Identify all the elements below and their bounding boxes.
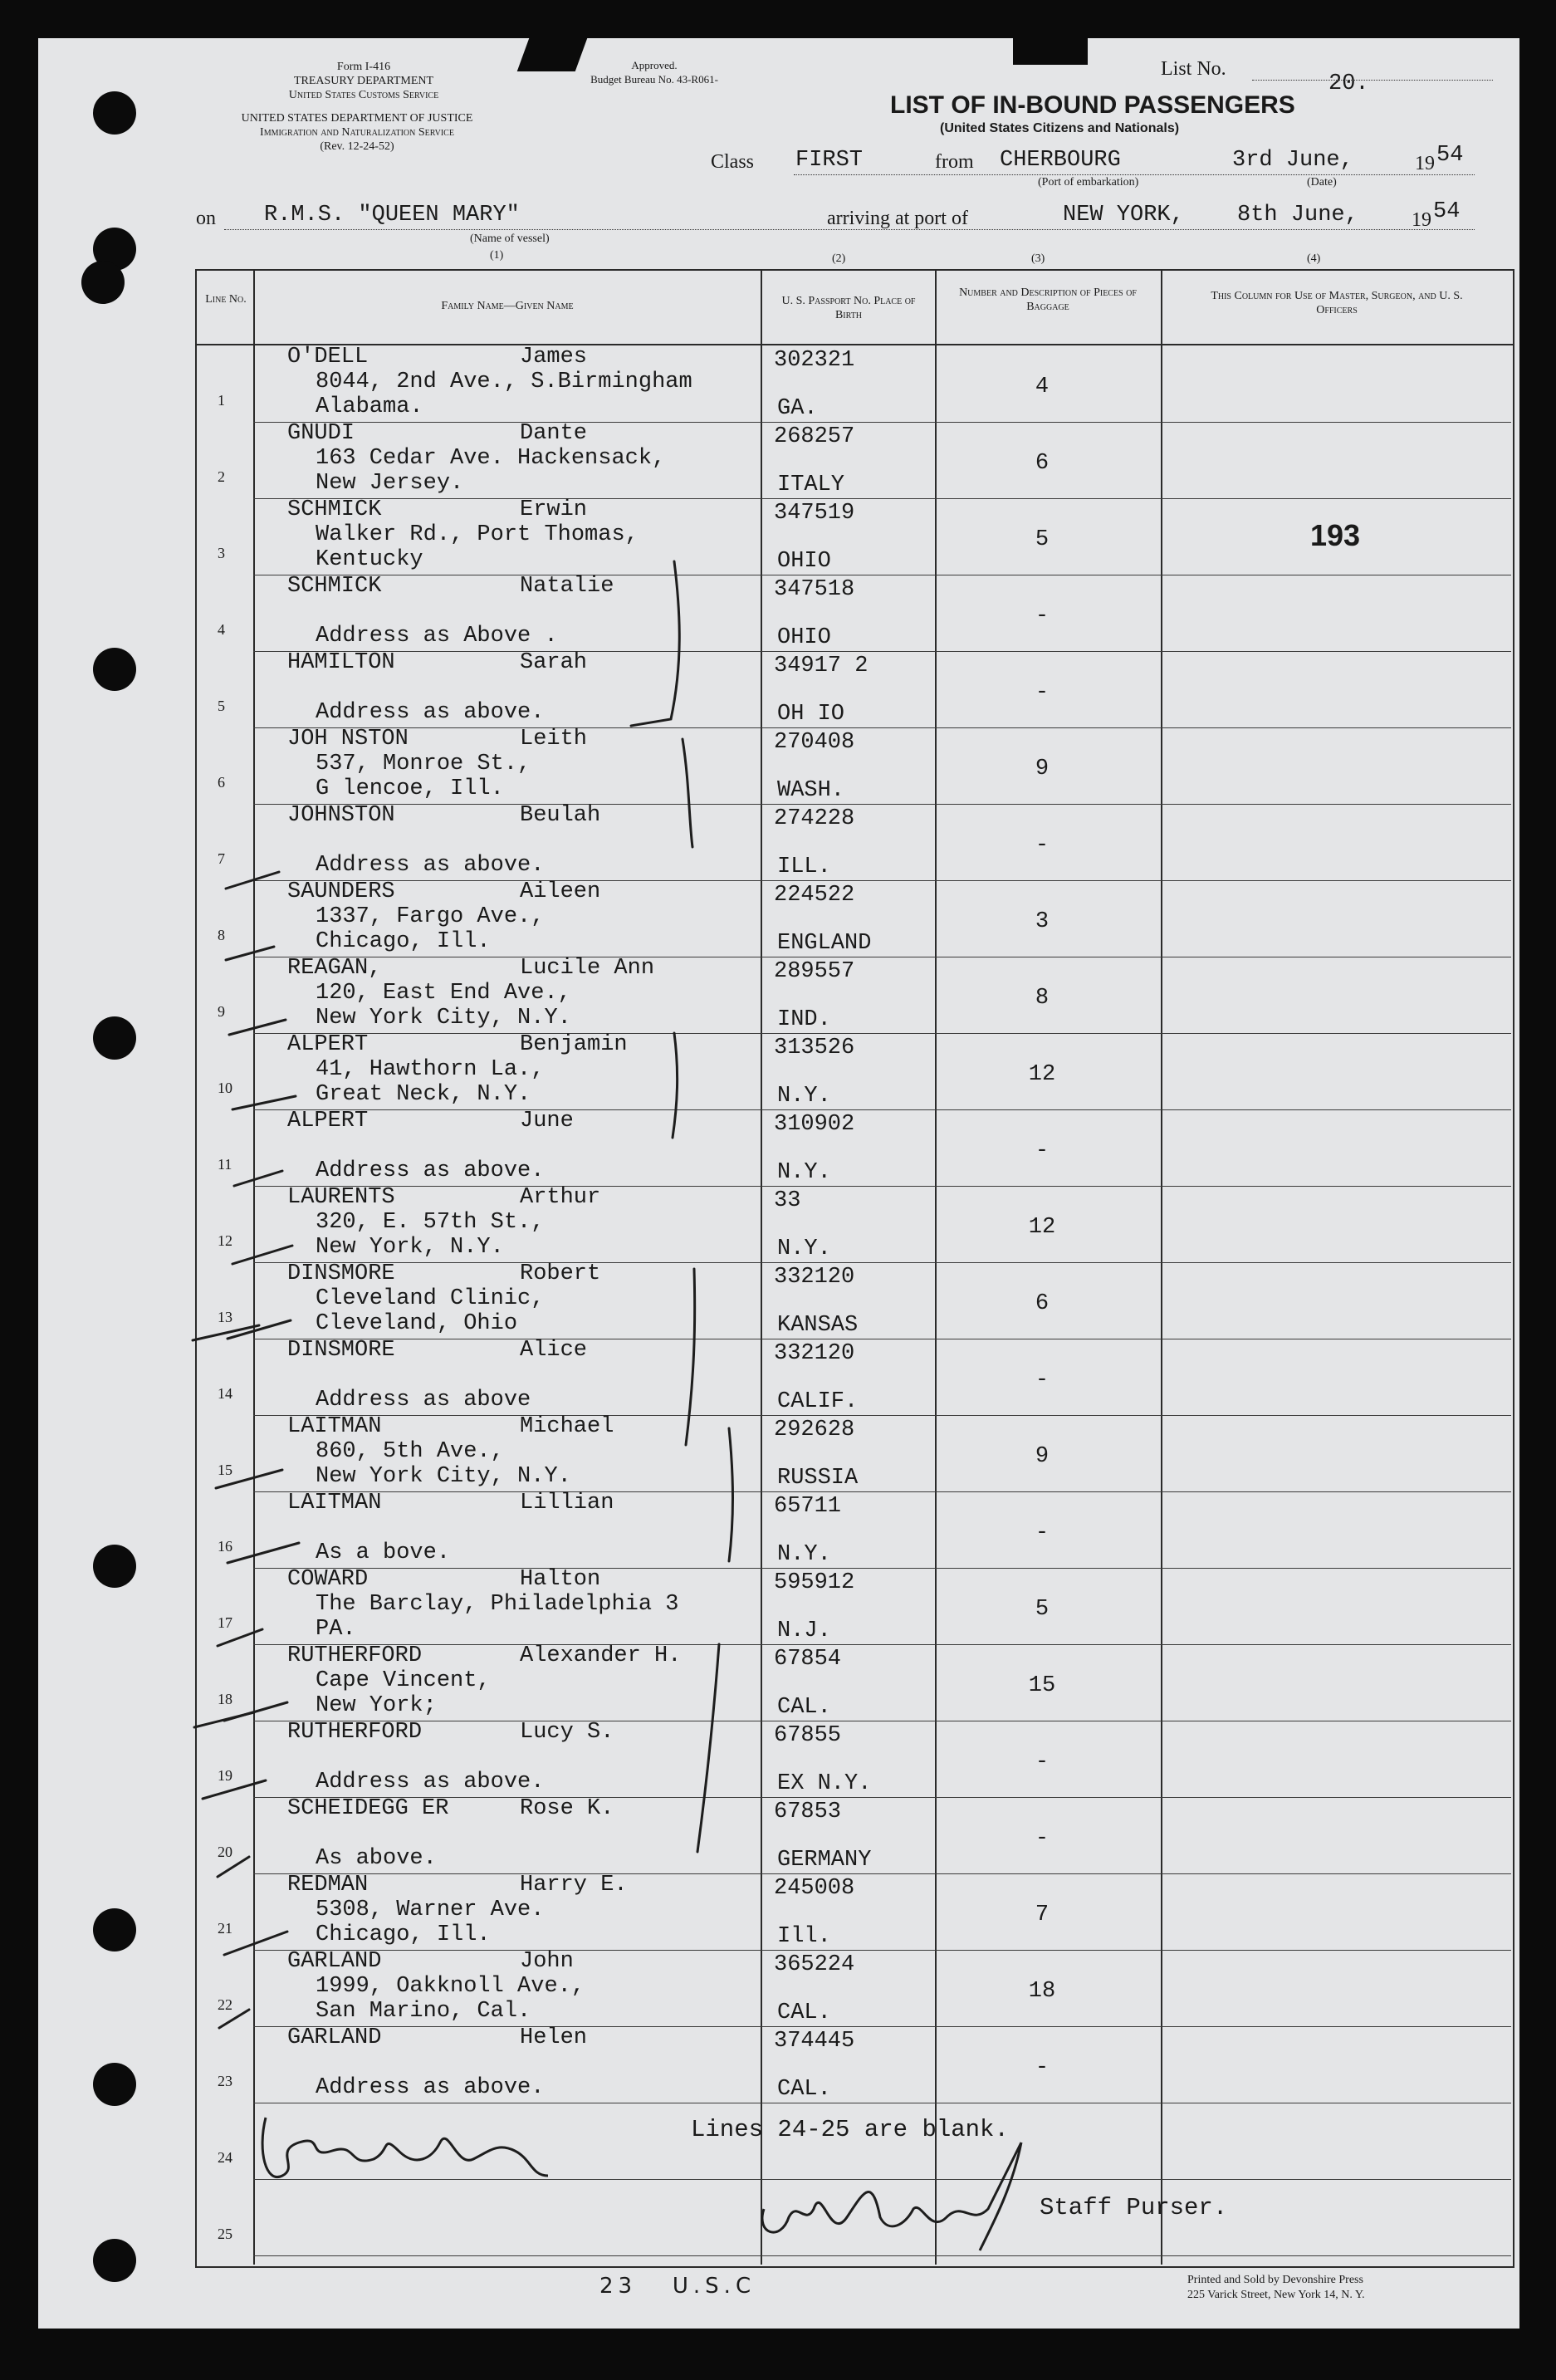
baggage-count: - bbox=[1035, 1750, 1050, 1775]
purser-label: Staff Purser. bbox=[1040, 2194, 1228, 2221]
address-line-1: 1337, Fargo Ave., bbox=[316, 904, 545, 929]
address-line-2: Kentucky bbox=[316, 547, 423, 572]
place-of-birth: CALIF. bbox=[777, 1389, 859, 1414]
address-line-2: Chicago, Ill. bbox=[316, 929, 491, 954]
address-line-2: New York; bbox=[316, 1693, 437, 1718]
given-name: Halton bbox=[520, 1567, 601, 1592]
vessel-line-underline bbox=[224, 229, 1475, 230]
col-number-1: (1) bbox=[490, 249, 504, 262]
address-line-1: 860, 5th Ave., bbox=[316, 1439, 504, 1464]
place-of-birth: OHIO bbox=[777, 549, 831, 574]
class-label: Class bbox=[711, 151, 755, 173]
address-line-1: 163 Cedar Ave. Hackensack, bbox=[316, 446, 666, 471]
given-name: John bbox=[520, 1949, 574, 1974]
passport-number: 332120 bbox=[774, 1265, 855, 1290]
address-line-2: New York City, N.Y. bbox=[316, 1464, 571, 1489]
vessel-name: R.M.S. "QUEEN MARY" bbox=[264, 203, 520, 228]
line-number: 20 bbox=[218, 1844, 232, 1860]
line-number: 25 bbox=[218, 2226, 232, 2242]
place-of-birth: N.J. bbox=[777, 1618, 831, 1643]
column-divider bbox=[761, 269, 762, 2265]
punch-hole bbox=[93, 2063, 136, 2106]
address-line-1: 120, East End Ave., bbox=[316, 981, 571, 1006]
row-divider bbox=[253, 1568, 1511, 1569]
baggage-count: 12 bbox=[1028, 1215, 1056, 1240]
passport-number: 365224 bbox=[774, 1952, 855, 1977]
column-divider bbox=[253, 269, 255, 2265]
line-number: 2 bbox=[218, 468, 225, 485]
document-subtitle: (United States Citizens and Nationals) bbox=[940, 121, 1180, 135]
address-line-2: New York City, N.Y. bbox=[316, 1006, 571, 1031]
address-line-2: San Marino, Cal. bbox=[316, 1999, 531, 2024]
baggage-count: 3 bbox=[1035, 909, 1050, 934]
address-line-2: PA. bbox=[316, 1617, 356, 1642]
passport-number: 34917 2 bbox=[774, 654, 869, 678]
given-name: Robert bbox=[520, 1261, 601, 1286]
baggage-count: - bbox=[1035, 604, 1050, 629]
address-line-2: Address as above. bbox=[316, 1770, 545, 1795]
address-line-2: Address as above. bbox=[316, 2075, 545, 2100]
line-number: 18 bbox=[218, 1691, 232, 1707]
list-no-label: List No. bbox=[1161, 58, 1226, 80]
baggage-count: 6 bbox=[1035, 1291, 1050, 1316]
family-name: ALPERT bbox=[287, 1032, 369, 1057]
punch-hole bbox=[93, 91, 136, 135]
passport-number: 347518 bbox=[774, 577, 855, 602]
family-name: SAUNDERS bbox=[287, 879, 395, 904]
place-of-birth: ITALY bbox=[777, 473, 845, 497]
row-divider bbox=[253, 2026, 1511, 2027]
place-of-birth: N.Y. bbox=[777, 1542, 831, 1567]
baggage-count: 7 bbox=[1035, 1903, 1050, 1927]
line-number: 9 bbox=[218, 1003, 225, 1020]
place-of-birth: N.Y. bbox=[777, 1084, 831, 1109]
bottom-handwriting: 23 U.S.C bbox=[599, 2274, 756, 2299]
on-label: on bbox=[196, 208, 216, 229]
family-name: JOHNSTON bbox=[287, 803, 395, 828]
baggage-count: 18 bbox=[1028, 1979, 1056, 2004]
family-name: LAITMAN bbox=[287, 1491, 382, 1516]
passport-number: 268257 bbox=[774, 424, 855, 449]
family-name: GARLAND bbox=[287, 2025, 382, 2050]
passport-number: 289557 bbox=[774, 959, 855, 984]
baggage-count: - bbox=[1035, 2055, 1050, 2080]
place-of-birth: KANSAS bbox=[777, 1313, 859, 1338]
place-of-birth: ILL. bbox=[777, 855, 831, 879]
place-of-birth: GA. bbox=[777, 396, 818, 421]
column-divider bbox=[935, 269, 937, 2265]
baggage-count: 5 bbox=[1035, 1597, 1050, 1622]
family-name: GARLAND bbox=[287, 1949, 382, 1974]
place-of-birth: OH IO bbox=[777, 702, 845, 727]
family-name: RUTHERFORD bbox=[287, 1643, 423, 1668]
column-divider bbox=[1161, 269, 1162, 2265]
place-of-birth: CAL. bbox=[777, 2077, 831, 2102]
passport-number: 65711 bbox=[774, 1494, 842, 1519]
col-header-baggage: Number and Description of Pieces of Baggage bbox=[959, 286, 1137, 313]
baggage-count: 12 bbox=[1028, 1062, 1056, 1087]
passport-number: 274228 bbox=[774, 806, 855, 831]
arriving-label: arriving at port of bbox=[827, 208, 968, 229]
budget-approval bbox=[555, 58, 754, 86]
family-name: O'DELL bbox=[287, 345, 369, 370]
passport-number: 33 bbox=[774, 1188, 801, 1213]
vessel-caption: (Name of vessel) bbox=[470, 233, 550, 245]
punch-hole bbox=[93, 2239, 136, 2282]
line-number: 15 bbox=[218, 1462, 232, 1478]
line-number: 8 bbox=[218, 927, 225, 943]
revision-date: (Rev. 12-24-52) bbox=[320, 140, 394, 153]
address-line-2: Address as above. bbox=[316, 700, 545, 725]
address-line-1: 537, Monroe St., bbox=[316, 752, 531, 776]
baggage-count: - bbox=[1035, 680, 1050, 705]
given-name: Aileen bbox=[520, 879, 601, 904]
punch-hole bbox=[93, 1545, 136, 1588]
given-name: Lillian bbox=[520, 1491, 614, 1516]
header-rule bbox=[195, 344, 1513, 345]
line-number: 1 bbox=[218, 392, 225, 409]
col-header-passport: U. S. Passport No. Place of Birth bbox=[781, 295, 916, 321]
departure-date: 3rd June, bbox=[1232, 148, 1353, 173]
family-name: REAGAN, bbox=[287, 956, 382, 981]
line-number: 6 bbox=[218, 774, 225, 791]
address-line-2: Alabama. bbox=[316, 394, 423, 419]
line-number: 14 bbox=[218, 1385, 232, 1402]
family-name: GNUDI bbox=[287, 421, 355, 446]
departure-year-prefix: 19 bbox=[1415, 153, 1435, 174]
place-of-birth: N.Y. bbox=[777, 1237, 831, 1261]
baggage-count: 6 bbox=[1035, 451, 1050, 476]
passport-number: 302321 bbox=[774, 348, 855, 373]
line-number: 3 bbox=[218, 545, 225, 561]
family-name: DINSMORE bbox=[287, 1261, 395, 1286]
line-number: 12 bbox=[218, 1232, 232, 1249]
approved-label: Approved. bbox=[631, 59, 678, 71]
line-number: 23 bbox=[218, 2073, 232, 2089]
passport-number: 224522 bbox=[774, 883, 855, 908]
family-name: LAURENTS bbox=[287, 1185, 395, 1210]
passport-number: 595912 bbox=[774, 1570, 855, 1595]
family-name: DINSMORE bbox=[287, 1338, 395, 1363]
arrival-port: NEW YORK, bbox=[1063, 203, 1184, 228]
given-name: Michael bbox=[520, 1414, 614, 1439]
passport-number: 313526 bbox=[774, 1036, 855, 1060]
family-name: SCHMICK bbox=[287, 497, 382, 522]
budget-bureau: Budget Bureau No. 43-R061- bbox=[590, 73, 718, 86]
passport-number: 347519 bbox=[774, 501, 855, 526]
baggage-count: 8 bbox=[1035, 986, 1050, 1011]
given-name: Natalie bbox=[520, 574, 614, 599]
address-line-1: Cape Vincent, bbox=[316, 1668, 491, 1693]
line-number: 19 bbox=[218, 1767, 232, 1784]
line-number: 17 bbox=[218, 1614, 232, 1631]
line-number: 13 bbox=[218, 1309, 232, 1325]
given-name: Helen bbox=[520, 2025, 588, 2050]
address-line-1: Walker Rd., Port Thomas, bbox=[316, 522, 639, 547]
form-header-justice bbox=[191, 111, 523, 154]
punch-hole bbox=[93, 648, 136, 691]
treasury-department: TREASURY DEPARTMENT bbox=[293, 75, 434, 87]
row-divider bbox=[253, 1950, 1511, 1951]
printer-line-2: 225 Varick Street, New York 14, N. Y. bbox=[1187, 2289, 1365, 2301]
given-name: Beulah bbox=[520, 803, 601, 828]
given-name: Arthur bbox=[520, 1185, 601, 1210]
place-of-birth: CAL. bbox=[777, 1695, 831, 1720]
col-header-officers: This Column for Use of Master, Surgeon, and U. S. Officers bbox=[1211, 290, 1463, 316]
passport-number: 67854 bbox=[774, 1647, 842, 1672]
passport-number: 67855 bbox=[774, 1723, 842, 1748]
passport-number: 245008 bbox=[774, 1876, 855, 1901]
place-of-birth: N.Y. bbox=[777, 1160, 831, 1185]
left-signature bbox=[249, 2101, 581, 2201]
baggage-count: - bbox=[1035, 833, 1050, 858]
row-divider bbox=[253, 880, 1511, 881]
baggage-count: 15 bbox=[1028, 1673, 1056, 1698]
given-name: Leith bbox=[520, 727, 588, 752]
col-number-3: (3) bbox=[1031, 252, 1045, 265]
baggage-count: 9 bbox=[1035, 1444, 1050, 1469]
address-line-2: Great Neck, N.Y. bbox=[316, 1082, 531, 1107]
baggage-count: 5 bbox=[1035, 527, 1050, 552]
col-number-4: (4) bbox=[1307, 252, 1321, 265]
row-divider bbox=[253, 1262, 1511, 1263]
family-name: LAITMAN bbox=[287, 1414, 382, 1439]
passport-number: 67853 bbox=[774, 1800, 842, 1824]
list-no-value: 20. bbox=[1328, 71, 1369, 96]
place-of-birth: IND. bbox=[777, 1007, 831, 1032]
given-name: Alice bbox=[520, 1338, 588, 1363]
address-line-2: Chicago, Ill. bbox=[316, 1922, 491, 1947]
address-line-1: 320, E. 57th St., bbox=[316, 1210, 545, 1235]
baggage-count: 9 bbox=[1035, 757, 1050, 781]
row-divider bbox=[253, 1873, 1511, 1874]
line-number: 10 bbox=[218, 1080, 232, 1096]
line-number: 4 bbox=[218, 621, 225, 638]
baggage-count: - bbox=[1035, 1368, 1050, 1393]
address-line-2: As above. bbox=[316, 1846, 437, 1871]
address-line-2: Address as above bbox=[316, 1388, 531, 1413]
address-line-2: Address as above. bbox=[316, 853, 545, 878]
row-divider bbox=[253, 422, 1511, 423]
punch-hole bbox=[93, 1908, 136, 1952]
given-name: James bbox=[520, 345, 588, 370]
row-divider bbox=[253, 804, 1511, 805]
departure-year-suffix: 54 bbox=[1436, 143, 1464, 168]
address-line-1: 41, Hawthorn La., bbox=[316, 1057, 545, 1082]
punch-hole bbox=[93, 1016, 136, 1060]
place-of-birth: ENGLAND bbox=[777, 931, 872, 956]
address-line-1: 5308, Warner Ave. bbox=[316, 1898, 545, 1922]
row-divider bbox=[253, 1644, 1511, 1645]
dept-justice: UNITED STATES DEPARTMENT OF JUSTICE bbox=[241, 112, 473, 125]
row-divider bbox=[253, 1491, 1511, 1492]
document-title: LIST OF IN-BOUND PASSENGERS bbox=[890, 91, 1295, 119]
from-label: from bbox=[935, 151, 974, 173]
passport-number: 292628 bbox=[774, 1418, 855, 1442]
col-number-2: (2) bbox=[832, 252, 846, 265]
address-line-2: As a bove. bbox=[316, 1540, 451, 1565]
passport-number: 270408 bbox=[774, 730, 855, 755]
address-line-2: New Jersey. bbox=[316, 471, 464, 496]
given-name: Rose K. bbox=[520, 1796, 614, 1821]
address-line-2: G lencoe, Ill. bbox=[316, 776, 504, 801]
place-of-birth: Ill. bbox=[777, 1924, 831, 1949]
arrival-date: 8th June, bbox=[1237, 203, 1358, 228]
class-value: FIRST bbox=[795, 148, 864, 173]
address-line-2: New York, N.Y. bbox=[316, 1235, 504, 1260]
address-line-2: Address as Above . bbox=[316, 624, 558, 649]
family-name: ALPERT bbox=[287, 1109, 369, 1134]
given-name: Alexander H. bbox=[520, 1643, 682, 1668]
form-number: Form I-416 bbox=[336, 61, 391, 73]
purser-signature bbox=[747, 2126, 1046, 2259]
port-embarkation-caption: (Port of embarkation) bbox=[1038, 176, 1139, 189]
line-number: 22 bbox=[218, 1996, 232, 2013]
family-name: HAMILTON bbox=[287, 650, 395, 675]
baggage-count: - bbox=[1035, 1521, 1050, 1545]
officer-note: 193 bbox=[1310, 518, 1361, 552]
row-divider bbox=[253, 1109, 1511, 1110]
row-divider bbox=[253, 1415, 1511, 1416]
family-name: RUTHERFORD bbox=[287, 1720, 423, 1745]
line-number: 5 bbox=[218, 698, 225, 714]
address-line-1: 1999, Oakknoll Ave., bbox=[316, 1974, 585, 1999]
place-of-birth: EX N.Y. bbox=[777, 1771, 872, 1796]
customs-service: United States Customs Service bbox=[288, 89, 439, 101]
baggage-count: 4 bbox=[1035, 375, 1050, 399]
family-name: REDMAN bbox=[287, 1873, 369, 1898]
arrival-year-suffix: 54 bbox=[1433, 199, 1461, 224]
baggage-count: - bbox=[1035, 1139, 1050, 1163]
passport-number: 310902 bbox=[774, 1112, 855, 1137]
place-of-birth: OHIO bbox=[777, 625, 831, 650]
row-divider bbox=[253, 1033, 1511, 1034]
family-name: SCHMICK bbox=[287, 574, 382, 599]
arrival-year-prefix: 19 bbox=[1412, 209, 1431, 231]
given-name: Benjamin bbox=[520, 1032, 628, 1057]
place-of-birth: GERMANY bbox=[777, 1848, 872, 1873]
address-line-2: Cleveland, Ohio bbox=[316, 1311, 518, 1336]
family-name: SCHEIDEGG ER bbox=[287, 1796, 449, 1821]
col-header-line-no: Line No. bbox=[205, 293, 247, 306]
address-line-2: Address as above. bbox=[316, 1158, 545, 1183]
date-caption: (Date) bbox=[1307, 176, 1337, 189]
line-number: 24 bbox=[218, 2149, 232, 2166]
punch-hole bbox=[81, 261, 125, 304]
given-name: Lucy S. bbox=[520, 1720, 614, 1745]
place-of-birth: CAL. bbox=[777, 2000, 831, 2025]
voyage-line-underline bbox=[794, 174, 1475, 175]
row-divider bbox=[253, 727, 1511, 728]
form-header-left bbox=[198, 60, 530, 102]
family-name: JOH NSTON bbox=[287, 727, 409, 752]
col-header-name: Family Name—Given Name bbox=[441, 300, 574, 312]
row-divider bbox=[253, 1186, 1511, 1187]
embarkation-port: CHERBOURG bbox=[1000, 148, 1121, 173]
family-name: COWARD bbox=[287, 1567, 369, 1592]
address-line-1: Cleveland Clinic, bbox=[316, 1286, 545, 1311]
place-of-birth: RUSSIA bbox=[777, 1466, 859, 1491]
ins-service: Immigration and Naturalization Service bbox=[260, 126, 454, 139]
address-line-1: 8044, 2nd Ave., S.Birmingham bbox=[316, 370, 692, 394]
line-number: 21 bbox=[218, 1920, 232, 1937]
line-number: 16 bbox=[218, 1538, 232, 1555]
place-of-birth: WASH. bbox=[777, 778, 845, 803]
given-name: Dante bbox=[520, 421, 588, 446]
row-divider bbox=[253, 651, 1511, 652]
printer-line-1: Printed and Sold by Devonshire Press bbox=[1187, 2274, 1363, 2286]
blank-lines-note: Lines 24-25 are blank. bbox=[691, 2116, 1009, 2143]
line-number: 11 bbox=[218, 1156, 232, 1173]
baggage-count: - bbox=[1035, 1826, 1050, 1851]
given-name: Harry E. bbox=[520, 1873, 628, 1898]
given-name: June bbox=[520, 1109, 574, 1134]
given-name: Sarah bbox=[520, 650, 588, 675]
given-name: Lucile Ann bbox=[520, 956, 655, 981]
passport-number: 374445 bbox=[774, 2029, 855, 2054]
binding-tape bbox=[1013, 38, 1088, 65]
line-number: 7 bbox=[218, 850, 225, 867]
given-name: Erwin bbox=[520, 497, 588, 522]
list-no-underline bbox=[1252, 80, 1493, 81]
row-divider bbox=[253, 498, 1511, 499]
left-signature-text: B. Powell bbox=[565, 2192, 568, 2193]
address-line-1: The Barclay, Philadelphia 3 bbox=[316, 1592, 679, 1617]
passport-number: 332120 bbox=[774, 1341, 855, 1366]
